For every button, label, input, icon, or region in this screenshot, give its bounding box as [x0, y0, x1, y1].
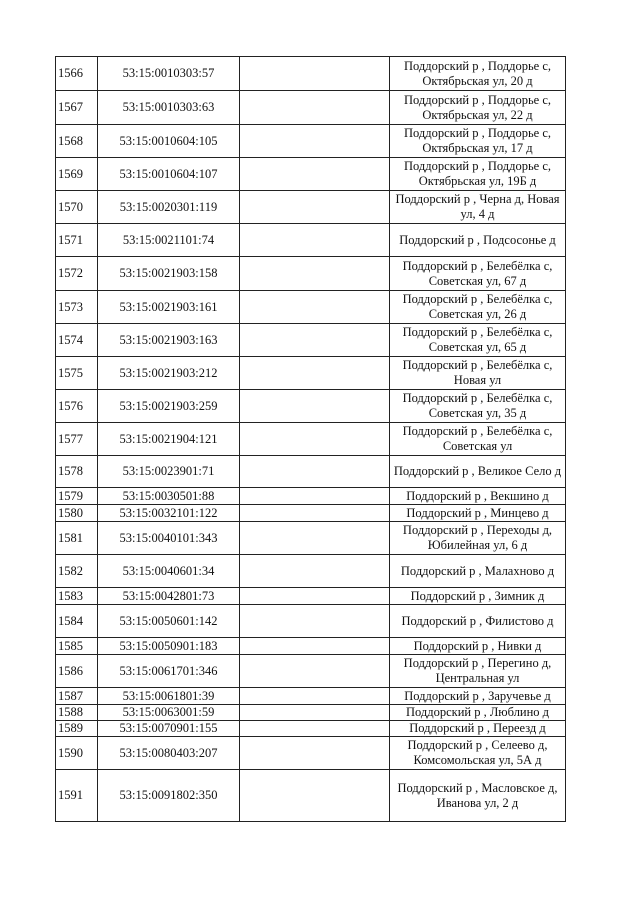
address: Поддорский р , Зимник д [390, 588, 566, 605]
table-row [56, 588, 566, 605]
empty-cell [240, 357, 390, 390]
address: Поддорский р , Филистово д [390, 605, 566, 638]
table-row [56, 324, 566, 357]
row-number: 1577 [56, 423, 98, 456]
cadastral-number: 53:15:0010303:57 [98, 57, 240, 91]
table-row [56, 191, 566, 224]
row-number: 1588 [56, 705, 98, 721]
row-number: 1568 [56, 125, 98, 158]
cadastral-number: 53:15:0021903:161 [98, 291, 240, 324]
empty-cell [240, 721, 390, 737]
empty-cell [240, 705, 390, 721]
table-row [56, 357, 566, 390]
row-number: 1571 [56, 224, 98, 257]
row-number: 1591 [56, 770, 98, 822]
empty-cell [240, 191, 390, 224]
table-row [56, 456, 566, 488]
empty-cell [240, 522, 390, 555]
cadastral-number: 53:15:0032101:122 [98, 505, 240, 522]
empty-cell [240, 125, 390, 158]
row-number: 1566 [56, 57, 98, 91]
table-row [56, 721, 566, 737]
cadastral-number: 53:15:0021903:259 [98, 390, 240, 423]
empty-cell [240, 91, 390, 125]
table-row [56, 770, 566, 822]
address: Поддорский р , Люблино д [390, 705, 566, 721]
row-number: 1589 [56, 721, 98, 737]
empty-cell [240, 224, 390, 257]
cadastral-number: 53:15:0061801:39 [98, 688, 240, 705]
cadastral-number: 53:15:0020301:119 [98, 191, 240, 224]
empty-cell [240, 488, 390, 505]
table-row [56, 655, 566, 688]
address: Поддорский р , Белебёлка с, Новая ул [390, 357, 566, 390]
row-number: 1569 [56, 158, 98, 191]
address: Поддорский р , Белебёлка с, Советская ул [390, 423, 566, 456]
address: Поддорский р , Заручевье д [390, 688, 566, 705]
empty-cell [240, 555, 390, 588]
table-row [56, 291, 566, 324]
address: Поддорский р , Белебёлка с, Советская ул, 67 д [390, 257, 566, 291]
empty-cell [240, 423, 390, 456]
row-number: 1585 [56, 638, 98, 655]
row-number: 1573 [56, 291, 98, 324]
row-number: 1590 [56, 737, 98, 770]
cadastral-number: 53:15:0021903:212 [98, 357, 240, 390]
cadastral-number: 53:15:0042801:73 [98, 588, 240, 605]
row-number: 1582 [56, 555, 98, 588]
address: Поддорский р , Малахново д [390, 555, 566, 588]
row-number: 1570 [56, 191, 98, 224]
address: Поддорский р , Белебёлка с, Советская ул, 65 д [390, 324, 566, 357]
table-row [56, 390, 566, 423]
cadastral-number: 53:15:0040601:34 [98, 555, 240, 588]
address: Поддорский р , Поддорье с, Октябрьская ул, 19Б д [390, 158, 566, 191]
cadastral-number: 53:15:0070901:155 [98, 721, 240, 737]
table-row [56, 91, 566, 125]
address: Поддорский р , Векшино д [390, 488, 566, 505]
table-row [56, 505, 566, 522]
table-row [56, 423, 566, 456]
empty-cell [240, 655, 390, 688]
table-row [56, 57, 566, 91]
address: Поддорский р , Белебёлка с, Советская ул, 35 д [390, 390, 566, 423]
empty-cell [240, 770, 390, 822]
address: Поддорский р , Поддорье с, Октябрьская ул, 17 д [390, 125, 566, 158]
table-row [56, 688, 566, 705]
table-row [56, 522, 566, 555]
address: Поддорский р , Перегино д, Центральная ул [390, 655, 566, 688]
address: Поддорский р , Черна д, Новая ул, 4 д [390, 191, 566, 224]
cadastral-number: 53:15:0050601:142 [98, 605, 240, 638]
table-row [56, 638, 566, 655]
table-row [56, 158, 566, 191]
empty-cell [240, 605, 390, 638]
cadastral-number: 53:15:0063001:59 [98, 705, 240, 721]
row-number: 1576 [56, 390, 98, 423]
address: Поддорский р , Переезд д [390, 721, 566, 737]
row-number: 1587 [56, 688, 98, 705]
cadastral-number: 53:15:0080403:207 [98, 737, 240, 770]
table-row [56, 125, 566, 158]
address: Поддорский р , Поддорье с, Октябрьская ул, 20 д [390, 57, 566, 91]
table-row [56, 488, 566, 505]
table-row [56, 737, 566, 770]
address: Поддорский р , Подсосонье д [390, 224, 566, 257]
address: Поддорский р , Переходы д, Юбилейная ул, 6 д [390, 522, 566, 555]
address: Поддорский р , Минцево д [390, 505, 566, 522]
row-number: 1578 [56, 456, 98, 488]
cadastral-number: 53:15:0021903:158 [98, 257, 240, 291]
table-row [56, 555, 566, 588]
address: Поддорский р , Селеево д, Комсомольская ул, 5А д [390, 737, 566, 770]
table-row [56, 705, 566, 721]
row-number: 1579 [56, 488, 98, 505]
row-number: 1584 [56, 605, 98, 638]
empty-cell [240, 456, 390, 488]
table-row [56, 224, 566, 257]
address: Поддорский р , Нивки д [390, 638, 566, 655]
cadastral-number: 53:15:0030501:88 [98, 488, 240, 505]
empty-cell [240, 57, 390, 91]
row-number: 1567 [56, 91, 98, 125]
empty-cell [240, 291, 390, 324]
address: Поддорский р , Поддорье с, Октябрьская ул, 22 д [390, 91, 566, 125]
property-registry-table [55, 56, 566, 822]
empty-cell [240, 638, 390, 655]
cadastral-number: 53:15:0021904:121 [98, 423, 240, 456]
empty-cell [240, 688, 390, 705]
row-number: 1574 [56, 324, 98, 357]
row-number: 1586 [56, 655, 98, 688]
empty-cell [240, 737, 390, 770]
table-body [56, 57, 566, 822]
address: Поддорский р , Великое Село д [390, 456, 566, 488]
address: Поддорский р , Масловское д, Иванова ул, 2 д [390, 770, 566, 822]
empty-cell [240, 390, 390, 423]
cadastral-number: 53:15:0061701:346 [98, 655, 240, 688]
empty-cell [240, 158, 390, 191]
cadastral-number: 53:15:0010604:105 [98, 125, 240, 158]
table-row [56, 257, 566, 291]
empty-cell [240, 257, 390, 291]
cadastral-number: 53:15:0021101:74 [98, 224, 240, 257]
empty-cell [240, 588, 390, 605]
empty-cell [240, 324, 390, 357]
address: Поддорский р , Белебёлка с, Советская ул, 26 д [390, 291, 566, 324]
row-number: 1583 [56, 588, 98, 605]
table-row [56, 605, 566, 638]
row-number: 1581 [56, 522, 98, 555]
cadastral-number: 53:15:0010604:107 [98, 158, 240, 191]
cadastral-number: 53:15:0021903:163 [98, 324, 240, 357]
cadastral-number: 53:15:0010303:63 [98, 91, 240, 125]
cadastral-number: 53:15:0023901:71 [98, 456, 240, 488]
cadastral-number: 53:15:0091802:350 [98, 770, 240, 822]
empty-cell [240, 505, 390, 522]
row-number: 1575 [56, 357, 98, 390]
row-number: 1572 [56, 257, 98, 291]
cadastral-number: 53:15:0040101:343 [98, 522, 240, 555]
row-number: 1580 [56, 505, 98, 522]
cadastral-number: 53:15:0050901:183 [98, 638, 240, 655]
